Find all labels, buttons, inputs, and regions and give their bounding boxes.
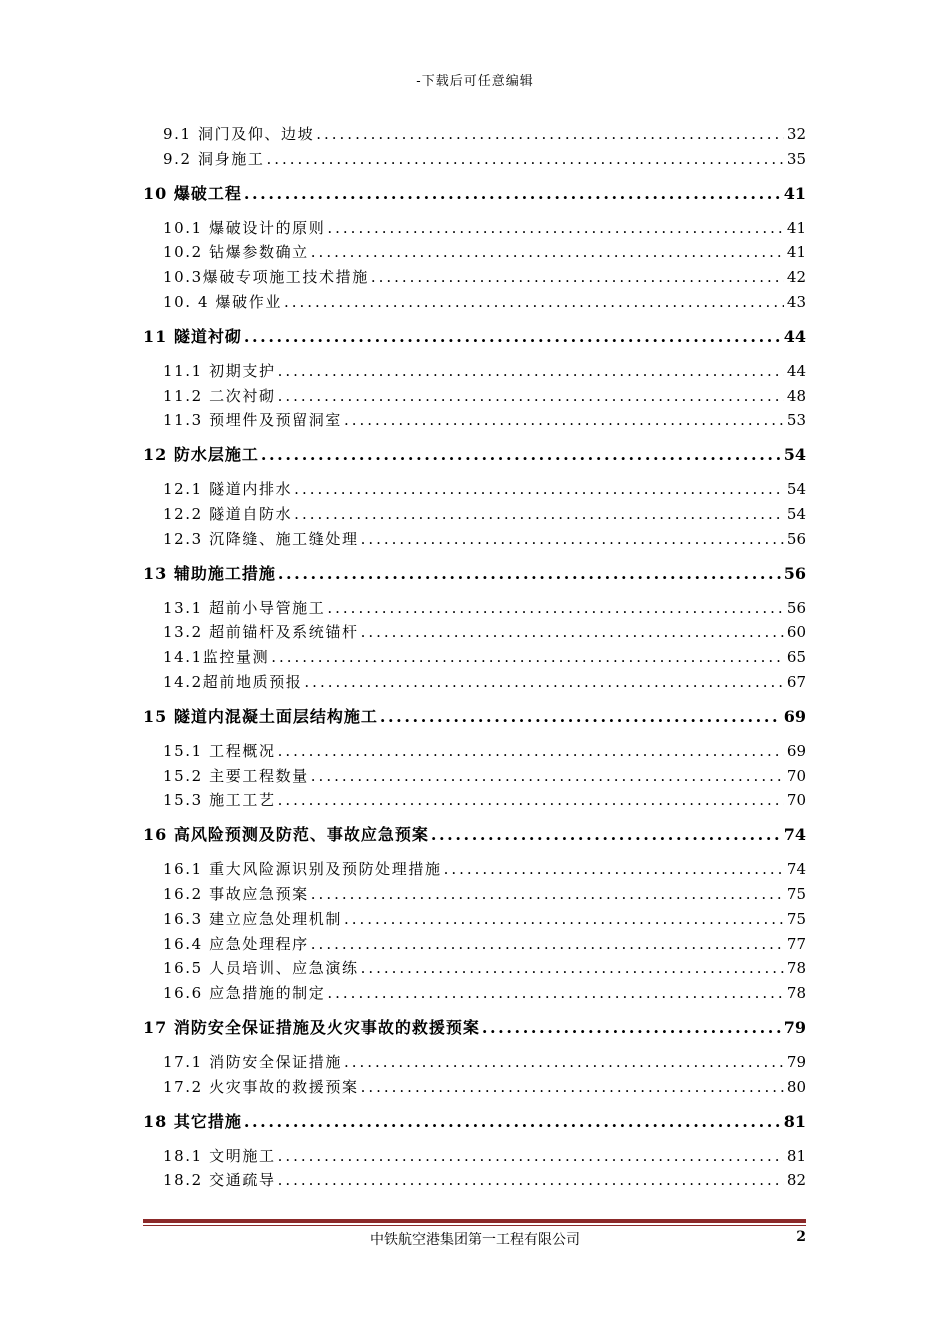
toc-dot-leader — [344, 907, 784, 932]
toc-entry-label: 15.2 主要工程数量 — [163, 766, 309, 785]
toc-entry-page: 56 — [783, 563, 806, 583]
toc-entry-page: 69 — [786, 741, 806, 760]
toc-dot-leader — [444, 857, 784, 882]
toc-dot-leader — [311, 882, 784, 907]
toc-entry-label: 14.2超前地质预报 — [163, 672, 303, 691]
toc-entry-label: 10.1 爆破设计的原则 — [163, 218, 326, 237]
footer-divider-thick — [143, 1219, 806, 1223]
toc-entry-label: 16.2 事故应急预案 — [163, 884, 309, 903]
toc-entry-page: 79 — [786, 1052, 806, 1071]
toc-dot-leader — [311, 764, 784, 789]
toc-entry-page: 54 — [786, 504, 806, 523]
toc-entry-page: 82 — [786, 1171, 806, 1190]
toc-entry-page: 54 — [783, 445, 806, 465]
toc-entry-page: 81 — [786, 1146, 806, 1165]
toc-entry-page: 75 — [786, 884, 806, 903]
toc-entry-page: 56 — [786, 529, 806, 548]
toc-dot-leader — [266, 147, 783, 172]
toc-entry-page: 42 — [786, 268, 806, 287]
toc-entry-page: 54 — [786, 480, 806, 499]
toc-section-entry[interactable] — [143, 857, 806, 882]
toc-section-entry[interactable] — [143, 359, 806, 384]
toc-section-entry[interactable] — [143, 1050, 806, 1075]
toc-entry-page: 43 — [786, 292, 806, 311]
toc-entry-label: 12.1 隧道内排水 — [163, 480, 293, 499]
toc-entry-label: 12.3 沉降缝、施工缝处理 — [163, 529, 359, 548]
toc-section-entry[interactable] — [143, 670, 806, 695]
toc-section-entry[interactable] — [143, 1075, 806, 1100]
toc-section-entry[interactable] — [143, 788, 806, 813]
toc-section-entry[interactable] — [143, 907, 806, 932]
toc-dot-leader — [278, 552, 781, 596]
toc-dot-leader — [327, 981, 784, 1006]
toc-entry-label: 16.4 应急处理程序 — [163, 934, 309, 953]
toc-section-entry[interactable] — [143, 596, 806, 621]
footer-divider-thin — [143, 1225, 806, 1226]
toc-entry-label: 18 其它措施 — [143, 1111, 242, 1131]
toc-entry-page: 41 — [783, 183, 806, 203]
toc-dot-leader — [278, 1168, 784, 1193]
toc-entry-label: 16.5 人员培训、应急演练 — [163, 959, 359, 978]
toc-entry-label: 15.3 施工工艺 — [163, 791, 276, 810]
toc-entry-page: 41 — [786, 218, 806, 237]
toc-entry-page: 78 — [786, 984, 806, 1003]
toc-entry-label: 13.2 超前锚杆及系统锚杆 — [163, 623, 359, 642]
toc-dot-leader — [371, 265, 784, 290]
toc-entry-label: 13.1 超前小导管施工 — [163, 598, 326, 617]
toc-dot-leader — [271, 645, 784, 670]
toc-entry-label: 18.1 文明施工 — [163, 1146, 276, 1165]
toc-dot-leader — [284, 290, 784, 315]
toc-section-entry[interactable] — [143, 147, 806, 172]
toc-chapter-entry[interactable] — [143, 695, 806, 739]
toc-entry-page: 78 — [786, 959, 806, 978]
toc-section-entry[interactable] — [143, 502, 806, 527]
toc-dot-leader — [304, 670, 784, 695]
toc-dot-leader — [244, 1100, 781, 1144]
toc-entry-label: 9.2 洞身施工 — [163, 149, 265, 168]
toc-entry-page: 41 — [786, 243, 806, 262]
toc-entry-page: 35 — [786, 149, 806, 168]
toc-dot-leader — [361, 527, 784, 552]
toc-entry-page: 80 — [786, 1077, 806, 1096]
toc-entry-label: 11.1 初期支护 — [163, 361, 276, 380]
footer-page-number: 2 — [796, 1229, 806, 1245]
toc-dot-leader — [278, 384, 784, 409]
toc-entry-label: 16.1 重大风险源识别及预防处理措施 — [163, 860, 442, 879]
toc-entry-page: 81 — [783, 1111, 806, 1131]
toc-entry-label: 13 辅助施工措施 — [143, 563, 276, 583]
toc-entry-page: 56 — [786, 598, 806, 617]
toc-entry-label: 10.3爆破专项施工技术措施 — [163, 268, 369, 287]
toc-dot-leader — [316, 122, 784, 147]
toc-entry-label: 12.2 隧道自防水 — [163, 504, 293, 523]
toc-section-entry[interactable] — [143, 1168, 806, 1193]
header-note: -下载后可任意编辑 — [416, 74, 534, 89]
toc-dot-leader — [361, 620, 784, 645]
toc-entry-label: 15 隧道内混凝土面层结构施工 — [143, 706, 378, 726]
toc-section-entry[interactable] — [143, 645, 806, 670]
toc-dot-leader — [482, 1006, 781, 1050]
toc-section-entry[interactable] — [143, 956, 806, 981]
toc-dot-leader — [261, 433, 781, 477]
toc-entry-label: 11.3 预埋件及预留洞室 — [163, 411, 342, 430]
toc-chapter-entry[interactable] — [143, 813, 806, 857]
table-of-contents — [143, 122, 806, 1193]
toc-section-entry[interactable] — [143, 216, 806, 241]
toc-chapter-entry[interactable] — [143, 1100, 806, 1144]
toc-dot-leader — [278, 739, 784, 764]
toc-section-entry[interactable] — [143, 240, 806, 265]
toc-entry-page: 32 — [786, 125, 806, 143]
toc-dot-leader — [278, 788, 784, 813]
toc-dot-leader — [278, 359, 784, 384]
toc-chapter-entry[interactable] — [143, 552, 806, 596]
toc-dot-leader — [278, 1144, 784, 1169]
toc-dot-leader — [361, 1075, 784, 1100]
toc-entry-label: 11 隧道衬砌 — [143, 326, 242, 346]
toc-dot-leader — [344, 408, 784, 433]
toc-entry-page: 74 — [786, 860, 806, 879]
toc-entry-label: 17.1 消防安全保证措施 — [163, 1052, 342, 1071]
toc-entry-label: 15.1 工程概况 — [163, 741, 276, 760]
toc-entry-label: 16.6 应急措施的制定 — [163, 984, 326, 1003]
toc-dot-leader — [294, 477, 784, 502]
toc-section-entry[interactable] — [143, 882, 806, 907]
toc-section-entry[interactable] — [143, 527, 806, 552]
toc-entry-page: 67 — [786, 672, 806, 691]
toc-chapter-entry[interactable] — [143, 315, 806, 359]
toc-entry-page: 48 — [786, 386, 806, 405]
toc-entry-label: 17.2 火灾事故的救援预案 — [163, 1077, 359, 1096]
toc-dot-leader — [327, 596, 784, 621]
toc-dot-leader — [327, 216, 784, 241]
toc-section-entry[interactable] — [143, 764, 806, 789]
toc-section-entry[interactable] — [143, 290, 806, 315]
toc-section-entry[interactable] — [143, 265, 806, 290]
toc-dot-leader — [294, 502, 784, 527]
toc-dot-leader — [361, 956, 784, 981]
toc-entry-label: 16 高风险预测及防范、事故应急预案 — [143, 825, 429, 845]
toc-entry-page: 70 — [786, 766, 806, 785]
toc-entry-page: 44 — [786, 361, 806, 380]
toc-section-entry[interactable] — [143, 1144, 806, 1169]
toc-entry-label: 10. 4 爆破作业 — [163, 292, 282, 311]
toc-section-entry[interactable] — [143, 408, 806, 433]
toc-entry-page: 69 — [783, 706, 806, 726]
toc-dot-leader — [431, 813, 781, 857]
toc-entry-page: 79 — [783, 1017, 806, 1037]
toc-dot-leader — [344, 1050, 784, 1075]
toc-entry-page: 53 — [786, 411, 806, 430]
toc-chapter-entry[interactable] — [143, 1006, 806, 1050]
toc-section-entry[interactable] — [143, 384, 806, 409]
toc-dot-leader — [311, 240, 784, 265]
toc-entry-label: 10 爆破工程 — [143, 183, 242, 203]
toc-entry-page: 77 — [786, 934, 806, 953]
toc-entry-page: 65 — [786, 648, 806, 667]
toc-dot-leader — [244, 315, 781, 359]
toc-dot-leader — [311, 932, 784, 957]
toc-entry-label: 17 消防安全保证措施及火灾事故的救援预案 — [143, 1017, 480, 1037]
toc-entry-label: 16.3 建立应急处理机制 — [163, 909, 342, 928]
toc-entry-label: 9.1 洞门及仰、边坡 — [163, 125, 315, 143]
toc-entry-page: 60 — [786, 623, 806, 642]
toc-dot-leader — [244, 172, 781, 216]
toc-section-entry[interactable] — [143, 477, 806, 502]
toc-entry-label: 14.1监控量测 — [163, 648, 270, 667]
toc-entry-page: 44 — [783, 326, 806, 346]
toc-entry-page: 75 — [786, 909, 806, 928]
toc-section-entry[interactable] — [143, 620, 806, 645]
toc-entry-label: 10.2 钻爆参数确立 — [163, 243, 309, 262]
toc-section-entry[interactable] — [143, 739, 806, 764]
footer-company-name: 中铁航空港集团第一工程有限公司 — [370, 1232, 580, 1248]
toc-section-entry[interactable] — [143, 122, 806, 147]
toc-entry-label: 18.2 交通疏导 — [163, 1171, 276, 1190]
toc-dot-leader — [380, 695, 781, 739]
toc-section-entry[interactable] — [143, 932, 806, 957]
toc-section-entry[interactable] — [143, 981, 806, 1006]
toc-entry-label: 11.2 二次衬砌 — [163, 386, 276, 405]
toc-entry-page: 74 — [783, 825, 806, 845]
toc-chapter-entry[interactable] — [143, 433, 806, 477]
toc-entry-page: 70 — [786, 791, 806, 810]
toc-chapter-entry[interactable] — [143, 172, 806, 216]
toc-entry-label: 12 防水层施工 — [143, 445, 259, 465]
